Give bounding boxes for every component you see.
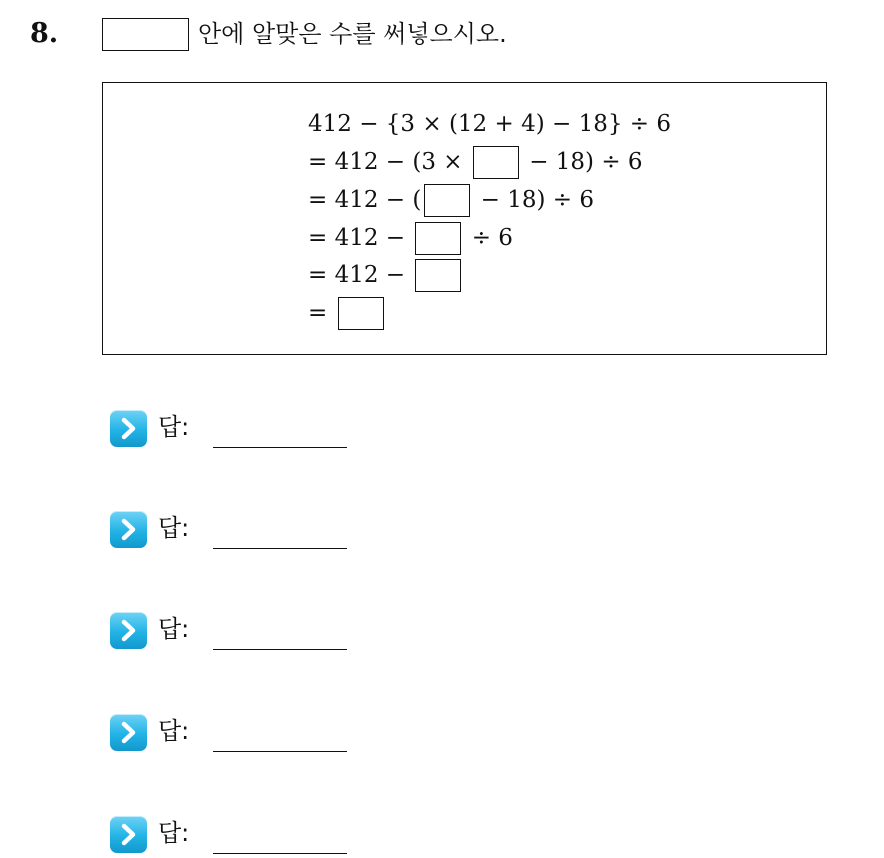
chevron-right-icon: [110, 714, 147, 751]
answer-row: [110, 509, 410, 549]
answer-blank-line[interactable]: [213, 447, 347, 448]
equation-line-3: [308, 185, 594, 215]
answer-label: 답:: [158, 514, 190, 542]
equation-line-6: [308, 298, 387, 328]
chevron-right-icon: [110, 511, 147, 548]
answer-blank-box[interactable]: [473, 146, 519, 179]
answer-blank-line[interactable]: [213, 751, 347, 752]
prompt-blank-box: [102, 18, 189, 51]
answer-blank-line[interactable]: [213, 853, 347, 854]
answer-row: [110, 814, 410, 854]
answer-blank-box[interactable]: [415, 222, 461, 255]
chevron-right-icon: [110, 816, 147, 853]
answer-blank-box[interactable]: [415, 259, 461, 292]
equation-text: ÷ 6: [464, 225, 513, 251]
equation-text: =: [308, 300, 335, 326]
answer-blank-line[interactable]: [213, 548, 347, 549]
chevron-right-icon: [110, 612, 147, 649]
question-prompt: 안에 알맞은 수를 써넣으시오.: [198, 20, 507, 48]
question-line: [102, 17, 507, 51]
equation-text: = 412 −: [308, 225, 413, 251]
equation-text: − 18) ÷ 6: [521, 149, 643, 175]
answer-row: [110, 408, 410, 448]
answer-label: 답:: [158, 717, 190, 745]
equation-text: 412 − {3 × (12 + 4) − 18} ÷ 6: [308, 111, 672, 137]
equation-text: = 412 −: [308, 262, 413, 288]
answer-row: [110, 712, 410, 752]
equation-panel: [102, 82, 827, 355]
answer-label: 답:: [158, 615, 190, 643]
equation-text: = 412 − (: [308, 187, 422, 213]
answer-blank-line[interactable]: [213, 649, 347, 650]
equation-text: = 412 − (3 ×: [308, 149, 470, 175]
answer-blank-box[interactable]: [424, 184, 470, 217]
equation-text: − 18) ÷ 6: [473, 187, 595, 213]
equation-line-4: [308, 223, 513, 253]
answer-label: 답:: [158, 413, 190, 441]
equation-line-5: [308, 260, 464, 290]
equation-line-2: [308, 147, 643, 177]
chevron-right-icon: [110, 410, 147, 447]
answer-label: 답:: [158, 819, 190, 847]
answer-blank-box[interactable]: [338, 297, 384, 330]
answer-row: [110, 610, 410, 650]
question-number: 8.: [30, 18, 59, 49]
equation-line-1: [308, 109, 671, 139]
